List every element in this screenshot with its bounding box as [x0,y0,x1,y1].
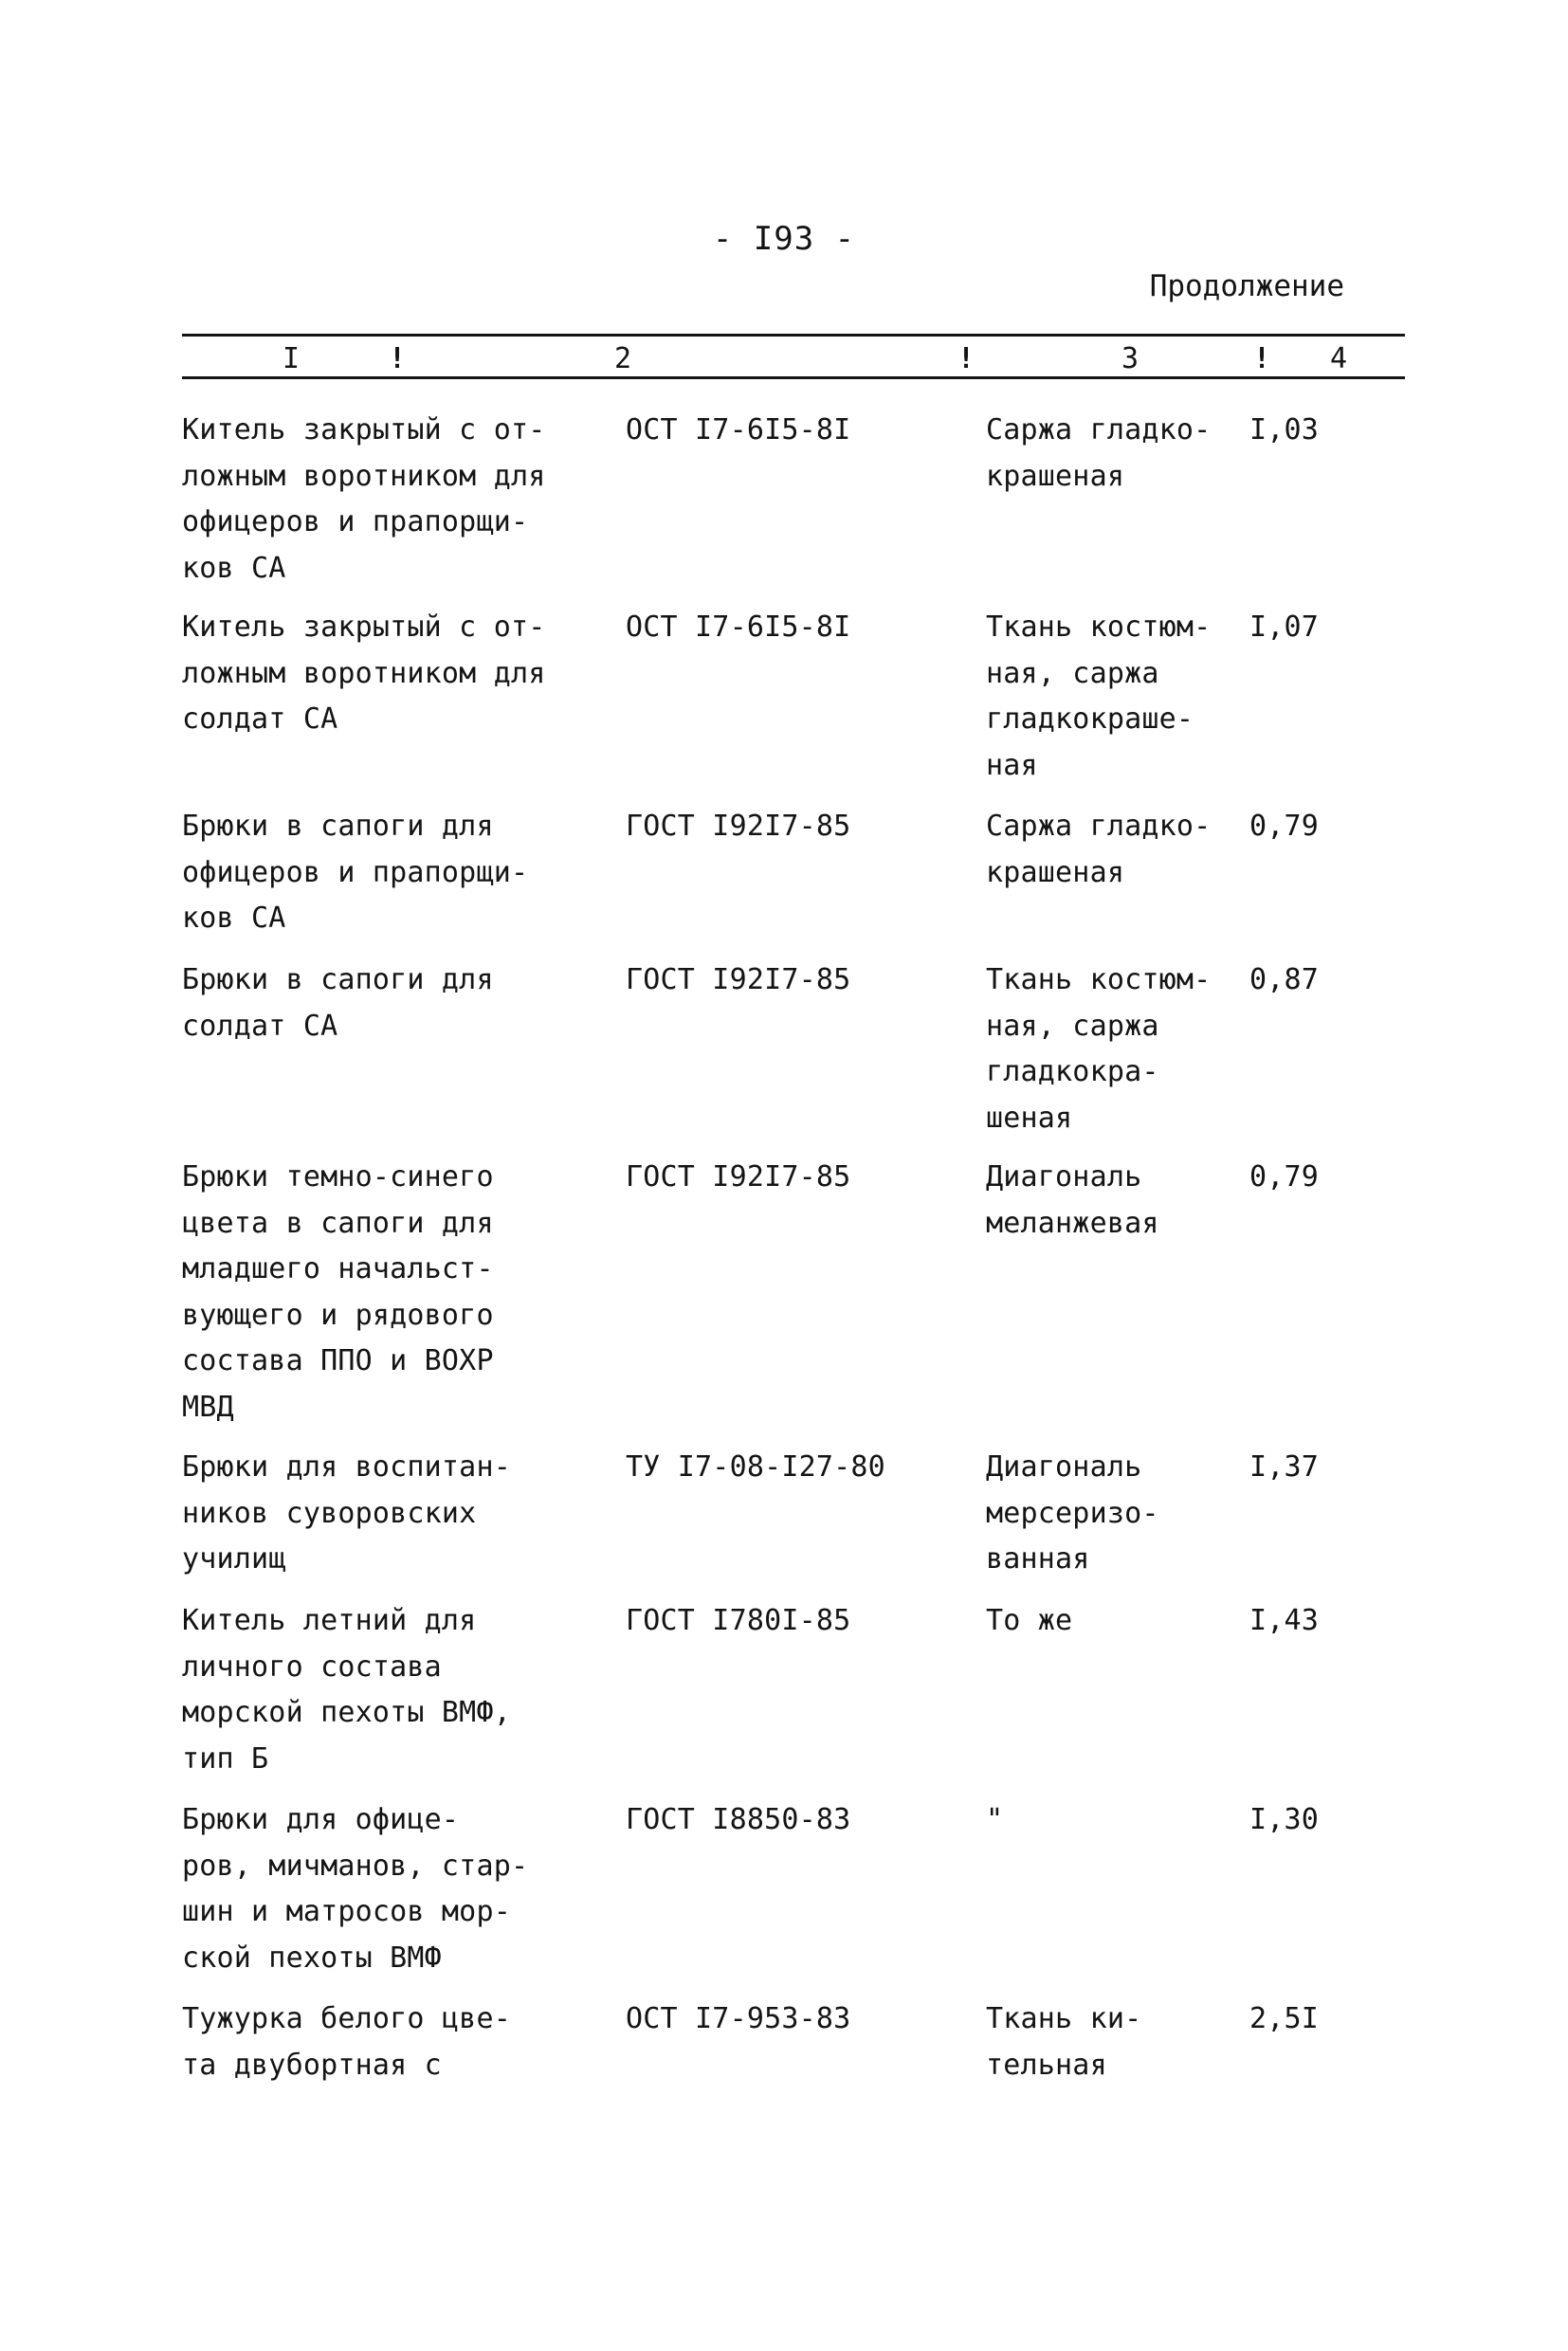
item-name: Тужурка белого цве- та двубортная с [182,2002,511,2082]
item-material: Саржа гладко- крашеная [986,413,1212,493]
item-material: Ткань ки- тельная [986,2002,1142,2082]
item-name: Китель летний для личного состава морской пехоты ВМФ, тип Б [182,1604,511,1776]
item-value: I,37 [1249,1450,1320,1484]
item-standard: ОСТ I7-953-83 [626,2002,851,2035]
item-name: Брюки в сапоги для солдат СА [182,963,494,1043]
item-value: I,07 [1249,611,1320,644]
column-header-3: 3 [1121,342,1140,375]
table-header [182,334,1405,379]
item-standard: ГОСТ I92I7-85 [626,810,851,843]
page-number: - I93 - [712,220,856,258]
item-name: Брюки для воспитан- ников суворовских училищ [182,1450,511,1576]
item-value: 0,87 [1249,963,1320,996]
item-value: 0,79 [1249,1160,1320,1194]
column-header-2: 2 [613,342,632,375]
item-standard: ГОСТ I92I7-85 [626,1160,851,1194]
item-value: 2,5I [1249,2002,1320,2035]
column-separator: ! [957,342,975,375]
column-separator: ! [389,342,407,375]
item-value: I,03 [1249,413,1320,447]
item-material: " [986,1803,1004,1836]
column-separator: ! [1253,342,1271,375]
column-header-1: I [282,342,301,375]
item-material: Диагональ меланжевая [986,1160,1159,1240]
item-material: Саржа гладко- крашеная [986,810,1212,889]
item-standard: ОСТ I7-6I5-8I [626,413,851,447]
item-value: 0,79 [1249,810,1320,843]
item-material: Ткань костюм- ная, саржа гладкокра- шеная [986,963,1212,1135]
item-name: Китель закрытый с от- ложным воротником для солдат СА [182,611,546,736]
item-material: Ткань костюм- ная, саржа гладкокраше- ная [986,611,1212,782]
item-standard: ГОСТ I8850-83 [626,1803,851,1836]
item-name: Брюки темно-синего цвета в сапоги для младшего начальст- вующего и рядового состава ППО и ВОХР МВД [182,1160,494,1424]
item-value: I,43 [1249,1604,1320,1637]
item-material: То же [986,1604,1073,1637]
item-standard: ГОСТ I92I7-85 [626,963,851,996]
item-name: Китель закрытый с от- ложным воротником для офицеров и прапорщи- ков СА [182,413,546,585]
continuation-label: Продолжение [1149,269,1344,303]
item-name: Брюки для офице- ров, мичманов, стар- шин и матросов мор- ской пехоты ВМФ [182,1803,529,1975]
item-name: Брюки в сапоги для офицеров и прапорщи- ков СА [182,810,529,935]
column-header-4: 4 [1329,342,1348,375]
item-standard: ГОСТ I780I-85 [626,1604,851,1637]
item-material: Диагональ мерсеризо- ванная [986,1450,1159,1576]
item-standard: ТУ I7-08-I27-80 [626,1450,885,1484]
item-value: I,30 [1249,1803,1320,1836]
item-standard: ОСТ I7-6I5-8I [626,611,851,644]
